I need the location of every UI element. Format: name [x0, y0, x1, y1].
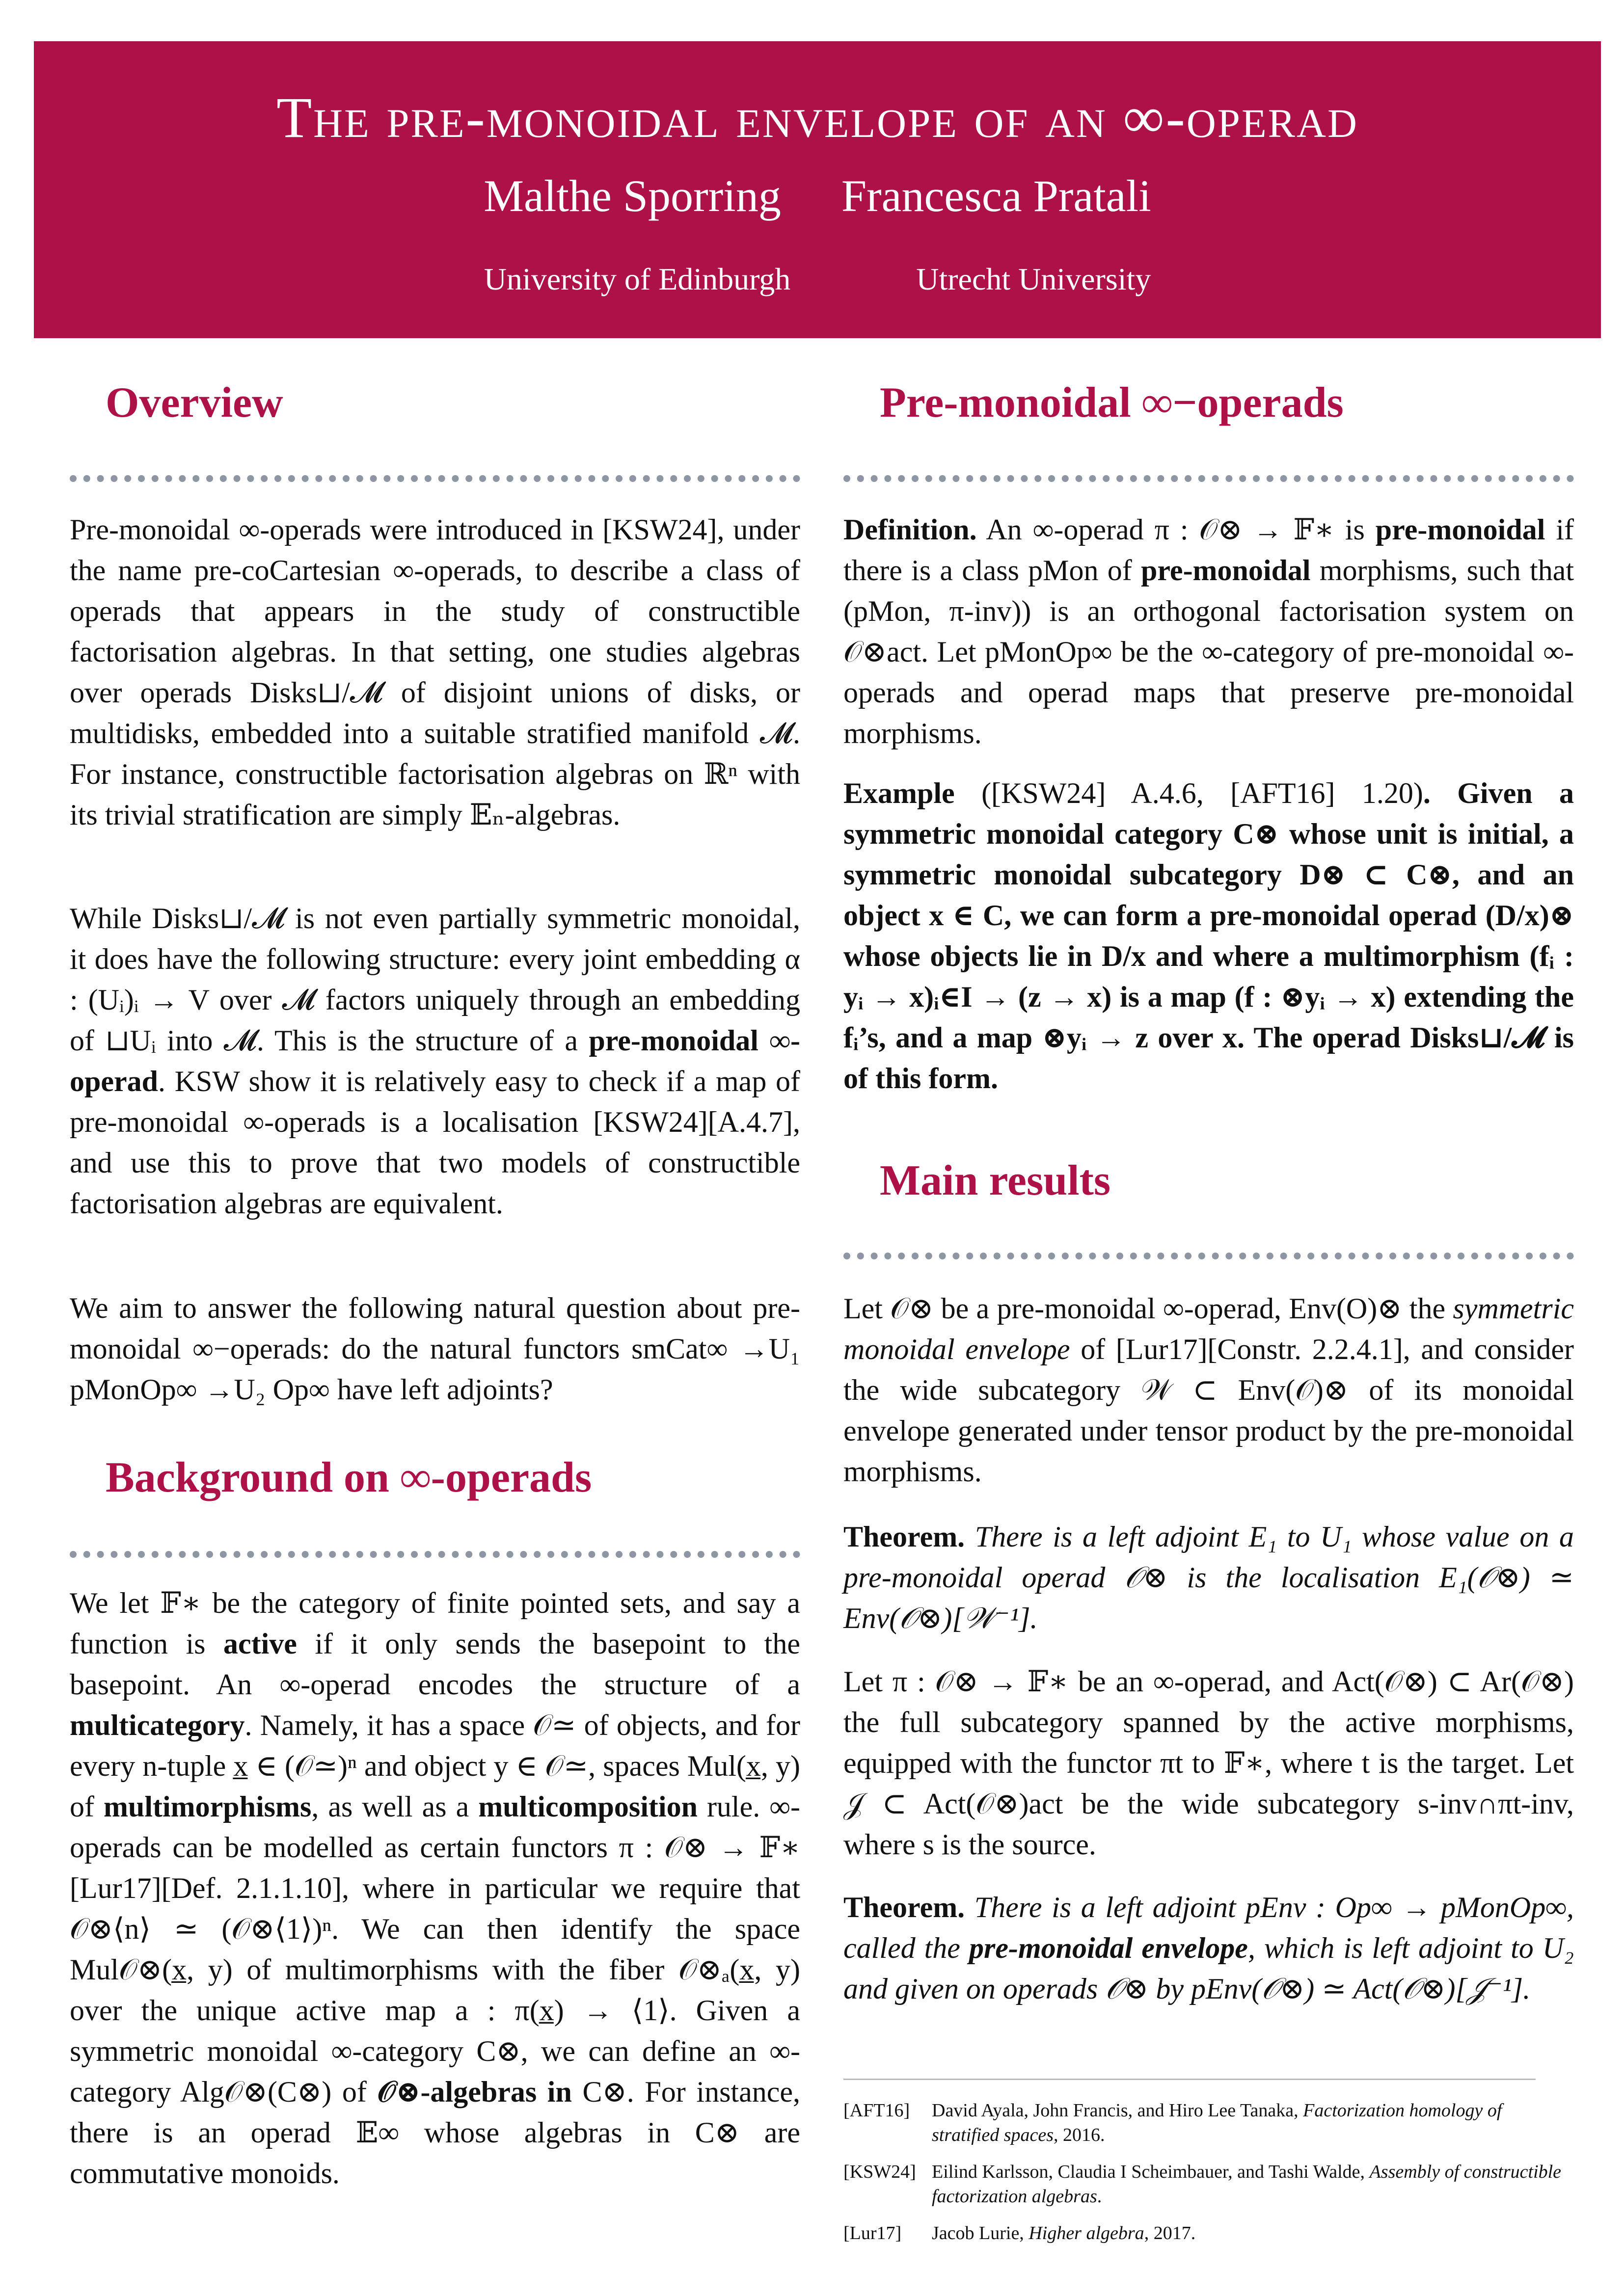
results-paragraph-2: Let π : 𝒪⊗ → 𝔽∗ be an ∞-operad, and Act(𝒪⊗) ⊂ Ar(𝒪⊗) the full subcategory spanned by the active morphisms, equipped with the functor πt to 𝔽∗, where t is the target. Let 𝒥 ⊂ Act(𝒪⊗)act be the wide subcategory s-inv∩πt-inv, where s is the source. — [843, 1665, 1574, 1861]
affiliations — [34, 261, 1601, 297]
affiliation-1: University of Edinburgh — [484, 262, 791, 296]
section-divider — [843, 1253, 1574, 1259]
section-divider — [70, 475, 800, 482]
example-paragraph: Example ([KSW24] A.4.6, [AFT16] 1.20). Given a symmetric monoidal category C⊗ whose unit is initial, a symmetric monoidal subcategory D⊗ ⊂ C⊗, and an object x ∈ C, we can form a pre-monoidal operad (D/x)⊗ whose objects lie in D/x and where a multimorphism (fᵢ : yᵢ → x)ᵢ∈I → (z → x) is a map (f : ⊗yᵢ → x) extending the fᵢ’s, and a map ⊗yᵢ → z over x. The operad Disks⊔/𝓜 is of this form. — [843, 777, 1574, 1095]
background-paragraph: We let 𝔽∗ be the category of finite pointed sets, and say a function is active if it only sends the basepoint to the basepoint. An ∞-operad encodes the structure of a multicategory. Namely, it has a space 𝒪≃ of objects, and for every n-tuple x̲ ∈ (𝒪≃)ⁿ and object y ∈ 𝒪≃, spaces Mul(x̲, y) of multimorphisms, as well as a multicomposition rule. ∞-operads can be modelled as certain functors π : 𝒪⊗ → 𝔽∗ [Lur17][Def. 2.1.1.10], where in particular we require that 𝒪⊗⟨n⟩ ≃ (𝒪⊗⟨1⟩)ⁿ. We can then identify the space Mul𝒪⊗(x̲, y) of multimorphisms with the fiber 𝒪⊗ₐ(x̲, y) over the unique active map a : π(x̲) → ⟨1⟩. Given a symmetric monoidal ∞-category C⊗, we can define an ∞-category Alg𝒪⊗(C⊗) of 𝒪⊗-algebras in C⊗. For instance, there is an operad 𝔼∞ whose algebras in C⊗ are commutative monoids. — [70, 1587, 800, 2189]
theorem-1: Theorem. There is a left adjoint E₁ to U₁ whose value on a pre-monoidal operad 𝒪⊗ is the localisation E₁(𝒪⊗) ≃ Env(𝒪⊗)[𝒲⁻¹]. — [843, 1521, 1574, 1634]
section-divider — [843, 475, 1574, 482]
title-banner — [34, 41, 1601, 338]
results-paragraph-1: Let 𝒪⊗ be a pre-monoidal ∞-operad, Env(O)⊗ the symmetric monoidal envelope of [Lur17][Constr. 2.2.4.1], and consider the wide subcategory 𝒲 ⊂ Env(𝒪)⊗ of its monoidal envelope generated under tensor product by the pre-monoidal morphisms. — [843, 1292, 1574, 1488]
reference-item: [KSW24] Eilind Karlsson, Claudia I Scheimbauer, and Tashi Walde, Assembly of constructible factorization algebras. — [843, 2162, 1562, 2207]
references-divider — [843, 2079, 1536, 2080]
results-heading: Main results — [880, 1157, 1111, 1204]
overview-paragraph-3: We aim to answer the following natural question about pre-monoidal ∞−operads: do the natural functors smCat∞ →U₁ pMonOp∞ →U₂ Op∞ have left adjoints? — [70, 1292, 800, 1406]
authors — [34, 170, 1601, 222]
poster-title: The pre-monoidal envelope of an ∞-operad — [276, 85, 1358, 150]
reference-item: [AFT16] David Ayala, John Francis, and Hiro Lee Tanaka, Factorization homology of stratified spaces, 2016. — [843, 2100, 1502, 2145]
overview-paragraph-2: While Disks⊔/𝓜 is not even partially symmetric monoidal, it does have the following structure: every joint embedding α : (Uᵢ)ᵢ → V over 𝓜 factors uniquely through an embedding of ⊔Uᵢ into 𝓜. This is the structure of a pre-monoidal ∞-operad. KSW show it is relatively easy to check if a map of pre-monoidal ∞-operads is a localisation [KSW24][A.4.7], and use this to prove that two models of constructible factorisation algebras are equivalent. — [70, 902, 800, 1220]
theorem-2: Theorem. There is a left adjoint pEnv : Op∞ → pMonOp∞, called the pre-monoidal envelope, which is left adjoint to U₂ and given on operads 𝒪⊗ by pEnv(𝒪⊗) ≃ Act(𝒪⊗)[𝒥⁻¹]. — [843, 1891, 1574, 2005]
author-2: Francesca Pratali — [841, 171, 1151, 221]
background-heading: Background on ∞-operads — [106, 1454, 592, 1501]
definition-paragraph: Definition. An ∞-operad π : 𝒪⊗ → 𝔽∗ is pre-monoidal if there is a class pMon of pre-monoidal morphisms, such that (pMon, π-inv)) is an orthogonal factorisation system on 𝒪⊗act. Let pMonOp∞ be the ∞-category of pre-monoidal ∞-operads and operad maps that preserve pre-monoidal morphisms. — [843, 513, 1574, 749]
reference-item: [Lur17] Jacob Lurie, Higher algebra, 2017. — [843, 2223, 1196, 2243]
section-divider — [70, 1551, 800, 1558]
author-1: Malthe Sporring — [484, 171, 781, 221]
premonoidal-heading: Pre-monoidal ∞−operads — [880, 379, 1344, 427]
overview-paragraph-1: Pre-monoidal ∞-operads were introduced in [KSW24], under the name pre-coCartesian ∞-operads, to describe a class of operads that appears in the study of constructible factorisation algebras. In that setting, one studies algebras over operads Disks⊔/𝓜 of disjoint unions of disks, or multidisks, embedded into a suitable stratified manifold 𝓜. For instance, constructible factorisation algebras on ℝⁿ with its trivial stratification are simply 𝔼ₙ-algebras. — [70, 513, 800, 831]
affiliation-2: Utrecht University — [916, 262, 1151, 296]
overview-heading: Overview — [106, 379, 283, 427]
